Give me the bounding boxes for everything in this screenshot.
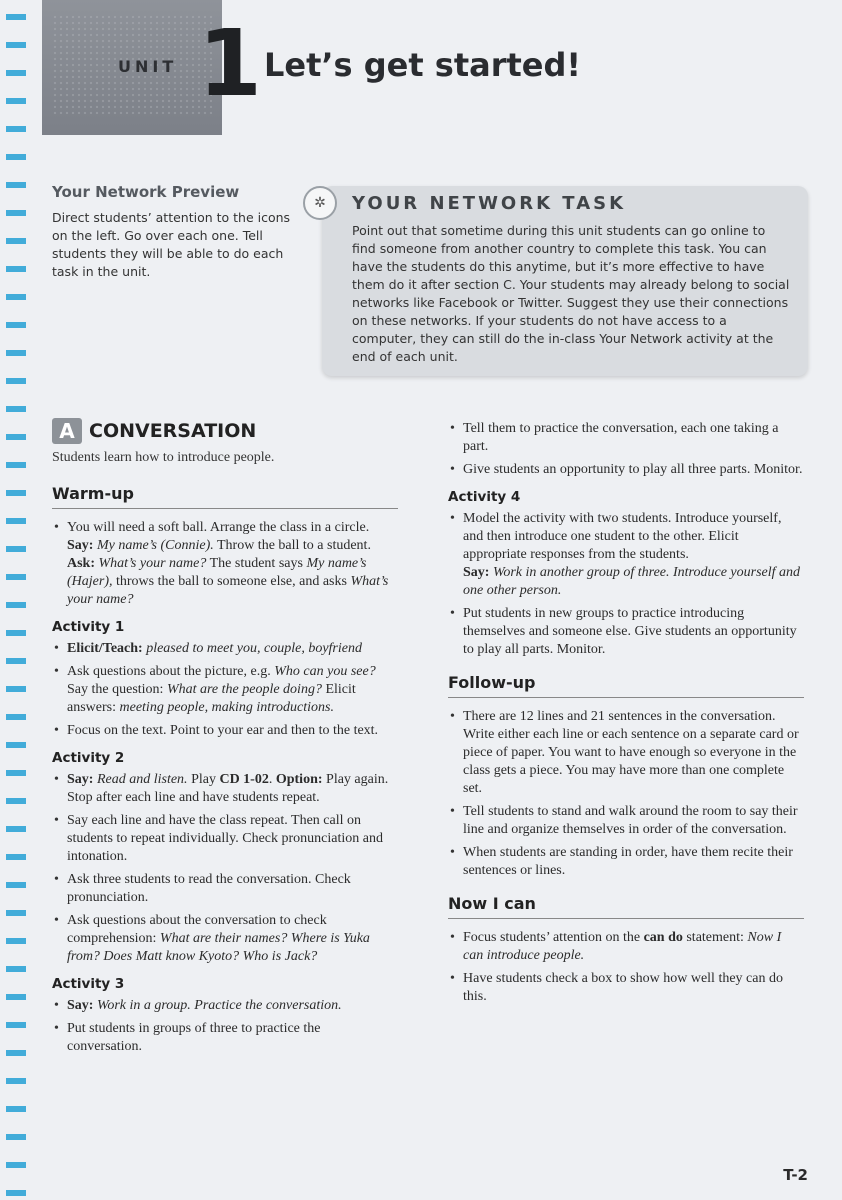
list-item: • Elicit/Teach: pleased to meet you, couple, boyfriend bbox=[67, 640, 398, 658]
followup-list bbox=[448, 708, 804, 880]
list-item: • Tell them to practice the conversation, each one taking a part. bbox=[463, 420, 804, 456]
list-item: • Focus students’ attention on the can do statement: Now I can introduce people. bbox=[463, 929, 804, 965]
right-column bbox=[448, 420, 804, 1016]
list-item: • Focus on the text. Point to your ear and then to the text. bbox=[67, 722, 398, 740]
warmup-list bbox=[52, 519, 398, 609]
network-globe-icon: ✲ bbox=[303, 186, 337, 220]
page-number: T-2 bbox=[783, 1166, 808, 1184]
section-badge: A bbox=[52, 418, 82, 444]
activity2-list bbox=[52, 771, 398, 966]
list-item: • Put students in groups of three to practice the conversation. bbox=[67, 1020, 398, 1056]
section-subtitle: Students learn how to introduce people. bbox=[52, 450, 275, 465]
activity3-list bbox=[52, 997, 398, 1056]
network-task-title: YOUR NETWORK TASK bbox=[352, 193, 627, 214]
activity3-heading: Activity 3 bbox=[52, 976, 125, 992]
preview-body: Direct students’ attention to the icons on the left. Go over each one. Tell students they will be able to do each task in the unit. bbox=[52, 210, 291, 279]
list-item: • Give students an opportunity to play all three parts. Monitor. bbox=[463, 461, 804, 479]
activity1-heading: Activity 1 bbox=[52, 619, 125, 635]
section-a-heading bbox=[52, 418, 256, 444]
activity3-list-continued bbox=[448, 420, 804, 479]
list-item: • When students are standing in order, have them recite their sentences or lines. bbox=[463, 844, 804, 880]
followup-heading: Follow-up bbox=[448, 673, 804, 698]
network-task-body: Point out that sometime during this unit students can go online to find someone from another country to complete this task. You can have the students do this anytime, but it’s more effective to have them do it after section C. Your students may already belong to social networks like Facebook or Twitter. Suggest they use their connections on these networks. If your students do not have access to a computer, they can still do the in-class Your Network activity at the end of each unit. bbox=[352, 223, 790, 364]
list-item: • Model the activity with two students. Introduce yourself, and then introduce one student to the other. Elicit appropriate responses from the students. Say: Work in another group of three. Introduce yourself and one other person. bbox=[463, 510, 804, 600]
activity2-heading: Activity 2 bbox=[52, 750, 125, 766]
left-column bbox=[52, 484, 398, 1066]
unit-label: UNIT bbox=[118, 57, 178, 76]
unit-number: 1 bbox=[198, 10, 263, 117]
activity1-list bbox=[52, 640, 398, 740]
list-item: • Have students check a box to show how well they can do this. bbox=[463, 970, 804, 1006]
list-item: • Tell students to stand and walk around the room to say their line and organize themselves in order of the conversation. bbox=[463, 803, 804, 839]
warmup-heading: Warm-up bbox=[52, 484, 398, 509]
list-item: • You will need a soft ball. Arrange the class in a circle. Say: My name’s (Connie). Throw the ball to a student. Ask: What’s your name? The student says My name’s (Hajer), throws the ball to someone else, and asks What’s your name? bbox=[67, 519, 398, 609]
nowican-list bbox=[448, 929, 804, 1006]
list-item: • There are 12 lines and 21 sentences in the conversation. Write either each line or each sentence on a separate card or piece of paper. You want to have enough so everyone in the class gets a piece. You may have more than one complete set. bbox=[463, 708, 804, 798]
network-preview bbox=[52, 183, 292, 281]
preview-title: Your Network Preview bbox=[52, 183, 240, 201]
list-item: • Say each line and have the class repeat. Then call on students to repeat individually. Check pronunciation and intonation. bbox=[67, 812, 398, 866]
activity4-list bbox=[448, 510, 804, 659]
list-item: • Say: Work in a group. Practice the conversation. bbox=[67, 997, 398, 1015]
activity4-heading: Activity 4 bbox=[448, 489, 521, 505]
list-item: • Ask three students to read the conversation. Check pronunciation. bbox=[67, 871, 398, 907]
list-item: • Put students in new groups to practice introducing themselves and someone else. Give students an opportunity to play all parts. Monitor. bbox=[463, 605, 804, 659]
section-title: CONVERSATION bbox=[89, 420, 257, 442]
list-item: • Ask questions about the conversation to check comprehension: What are their names? Where is Yuka from? Does Matt know Kyoto? Who is Jack? bbox=[67, 912, 398, 966]
list-item: • Say: Read and listen. Play CD 1-02. Option: Play again. Stop after each line and have students repeat. bbox=[67, 771, 398, 807]
spiral-edge bbox=[0, 0, 6, 1200]
nowican-heading: Now I can bbox=[448, 894, 804, 919]
page-title: Let’s get started! bbox=[264, 46, 581, 84]
list-item: • Ask questions about the picture, e.g. Who can you see? Say the question: What are the people doing? Elicit answers: meeting people, making introductions. bbox=[67, 663, 398, 717]
